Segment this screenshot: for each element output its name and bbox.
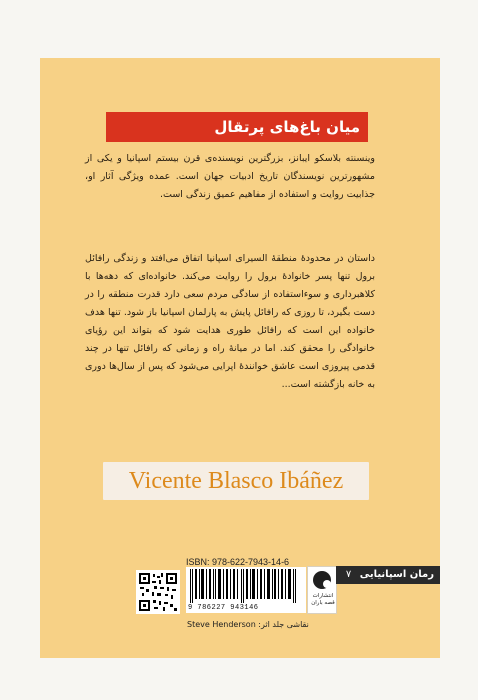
publisher-logo	[307, 566, 337, 614]
barcode-number: 9 786227 943146	[188, 604, 259, 612]
series-label: رمان اسپانیایی	[359, 569, 434, 580]
cover-illustrator-credit: نقاشی جلد اثر: Steve Henderson	[187, 620, 309, 629]
author-name-box	[103, 462, 369, 500]
qr-code-icon	[136, 570, 180, 614]
isbn-label: ISBN: 978-622-7943-14-6	[186, 557, 290, 567]
series-number: ۷	[345, 569, 352, 580]
series-tag	[336, 566, 440, 584]
story-synopsis: داستان در محدودهٔ منطقهٔ السیرای اسپانیا اتفاق می‌افتد و زندگی رافائل برول تنها پسر خانوادهٔ برول را روایت می‌کند. خانواده‌ای که دهه‌ها با کلاهبرداری و سوءاستفاده از سادگی مردم سعی دارد قدرت منطقه را در دست بگیرد، تا روزی که رافائل پایش به پارلمان اسپانیا باز شود. تنها هدف خانواده این است که رافائل طوری هدایت شود که بتواند این رؤیای خانوادگی را محقق کند. اما در میانهٔ راه و زمانی که رافائل تنها در چند قدمی پیروزی است عاشق خوانندهٔ اپرایی می‌شود که پس از سال‌ها دوری به خانه بازگشته است...	[85, 253, 375, 390]
publisher-name: انتشارات قصه باران	[311, 593, 335, 606]
book-title-banner	[106, 112, 368, 142]
book-title: میان باغ‌های پرتقال	[214, 118, 360, 136]
author-name: Vicente Blasco Ibáñez	[128, 468, 344, 494]
author-description: وینسنته بلاسکو ایبانز، بزرگترین نویسنده‌ی قرن بیستم اسپانیا و یکی از مشهورترین نویسندگان تاریخ ادبیات جهان است. عمده ویژگی آثار او، جذابیت روایت و استفاده از مفاهیم عمیق زندگی است.	[85, 153, 375, 200]
publisher-logo-icon	[313, 571, 331, 589]
